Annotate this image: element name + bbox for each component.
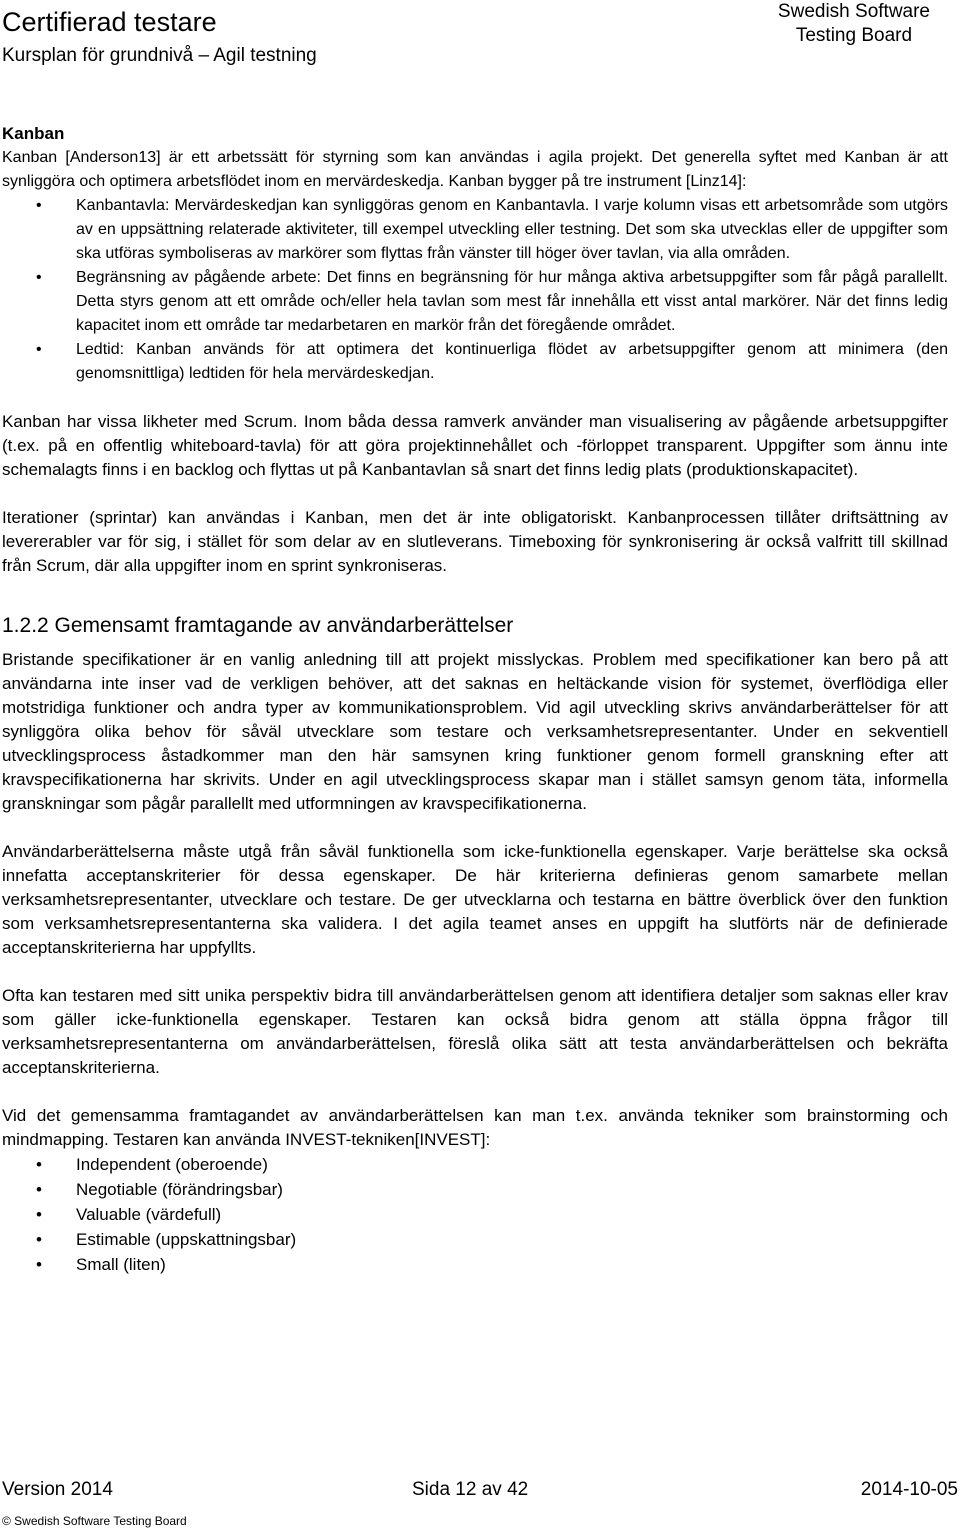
kanban-instrument-list (2, 194, 948, 386)
invest-list (2, 1152, 948, 1277)
kanban-scrum-paragraph: Kanban har vissa likheter med Scrum. Inom båda dessa ramverk använder man visualisering av pågående arbetsuppgifter (t.ex. på en offentlig whiteboard-tavla) för att göra projektinnehållet och -förloppet transparent. Uppgifter som ännu inte schemalagts finns i en backlog och flyttas ut på Kanbantavlan så snart det finns ledig plats (produktionskapacitet). (2, 412, 948, 479)
page-footer (0, 1478, 960, 1533)
version-label: Version 2014 (2, 1479, 113, 1500)
kanban-heading: Kanban (2, 124, 65, 143)
document-title: Certifierad testare (2, 7, 217, 37)
kanban-iterations-paragraph: Iterationer (sprintar) kan användas i Kanban, men det är inte obligatoriskt. Kanbanprocessen tillåter driftsättning av levererabler var för sig, i stället för som delar av en slutleverans. Timeboxing för synkronisering är också valfritt till skillnad från Scrum, där alla uppgifter inom en sprint synkroniseras. (2, 508, 948, 575)
page-number: Sida 12 av 42 (412, 1479, 529, 1500)
paragraph-spacer (2, 386, 948, 410)
organization-name-line-2: Testing Board (795, 25, 913, 46)
page-header (0, 0, 960, 80)
list-item: • Estimable (uppskattningsbar) (2, 1227, 948, 1252)
body-paragraph: Användarberättelserna måste utgå från såväl funktionella som icke-funktionella egenskaper. Varje berättelse ska också innefatta acceptanskriterier för dessa egenskaper. De här kriterierna definieras genom samarbete mellan verksamhetsrepresentanter, utvecklare och testare. De ger utvecklarna och testarna en bättre överblick över den funktion som verksamhetsrepresentanterna ska validera. I det agila teamet anses en uppgift ha slutförts när de definierade acceptanskriterierna har uppfyllts. (2, 842, 948, 957)
paragraph-spacer (2, 816, 948, 840)
list-item: • Negotiable (förändringsbar) (2, 1177, 948, 1202)
list-item: • Ledtid: Kanban används för att optimera det kontinuerliga flödet av arbetsuppgifter genom att minimera (den genomsnittliga) ledtiden för hela mervärdeskedjan. (2, 338, 948, 386)
body-paragraph: Vid det gemensamma framtagandet av användarberättelsen kan man t.ex. använda tekniker som brainstorming och mindmapping. Testaren kan använda INVEST-tekniken[INVEST]: (2, 1106, 948, 1149)
list-item: • Kanbantavla: Mervärdeskedjan kan synliggöras genom en Kanbantavla. I varje kolumn visas ett arbetsområde som utgörs av en uppsättning relaterade aktiviteter, till exempel utveckling eller testning. Det som ska utvecklas eller de uppgifter som ska utföras symboliseras av markörer som flyttas från vänster till höger över tavlan, via alla områden. (2, 194, 948, 266)
paragraph-spacer (2, 482, 948, 506)
paragraph-spacer (2, 960, 948, 984)
section-heading: 1.2.2 Gemensamt framtagande av användarberättelser (2, 614, 514, 637)
list-item: • Small (liten) (2, 1252, 948, 1277)
document-subtitle: Kursplan för grundnivå – Agil testning (2, 45, 317, 66)
body-paragraph: Ofta kan testaren med sitt unika perspektiv bidra till användarberättelsen genom att identifiera detaljer som saknas eller krav som gäller icke-funktionella egenskaper. Testaren kan också bidra genom att ställa öppna frågor till verksamhetsrepresentanterna om användarberättelsen, föreslå olika sätt att testa användarberättelsen och bekräfta acceptanskriterierna. (2, 986, 948, 1077)
list-item: • Begränsning av pågående arbete: Det finns en begränsning för hur många aktiva arbetsuppgifter som får pågå parallellt. Detta styrs genom att ett område och/eller hela tavlan som mest får innehålla ett visst antal markörer. När det finns ledig kapacitet inom ett område tar medarbetaren en markör från det föregående området. (2, 266, 948, 338)
kanban-intro-paragraph: Kanban [Anderson13] är ett arbetssätt för styrning som kan användas i agila projekt. Det generella syftet med Kanban är att synliggöra och optimera arbetsflödet inom en mervärdeskedja. Kanban bygger på tre instrument [Linz14]: (2, 149, 948, 190)
page-content (2, 122, 948, 1277)
copyright-notice: © Swedish Software Testing Board (2, 1514, 187, 1528)
body-paragraph: Bristande specifikationer är en vanlig anledning till att projekt misslyckas. Problem med specifikationer kan bero på att användarna inte inser vad de verkligen behöver, att det saknas en heltäckande vision för systemet, överflödiga eller motstridiga funktioner och andra typer av kommunikationsproblem. Vid agil utveckling skrivs användarberättelser för att synliggöra olika behov för såväl utvecklare som testare och verksamhetsrepresentanter. Under en sekventiell utvecklingsprocess åstadkommer man den här samsynen kring funktioner genom formell granskning efter att kravspecifikationerna har skrivits. Under en agil utvecklingsprocess skapar man i stället samsyn genom täta, informella granskningar som pågår parallellt med utformningen av kravspecifikationerna. (2, 650, 948, 813)
organization-name-line-1: Swedish Software (777, 1, 930, 22)
organization-name (778, 0, 930, 48)
list-item: • Independent (oberoende) (2, 1152, 948, 1177)
paragraph-spacer (2, 1080, 948, 1104)
document-date: 2014-10-05 (860, 1479, 958, 1500)
list-item: • Valuable (värdefull) (2, 1202, 948, 1227)
